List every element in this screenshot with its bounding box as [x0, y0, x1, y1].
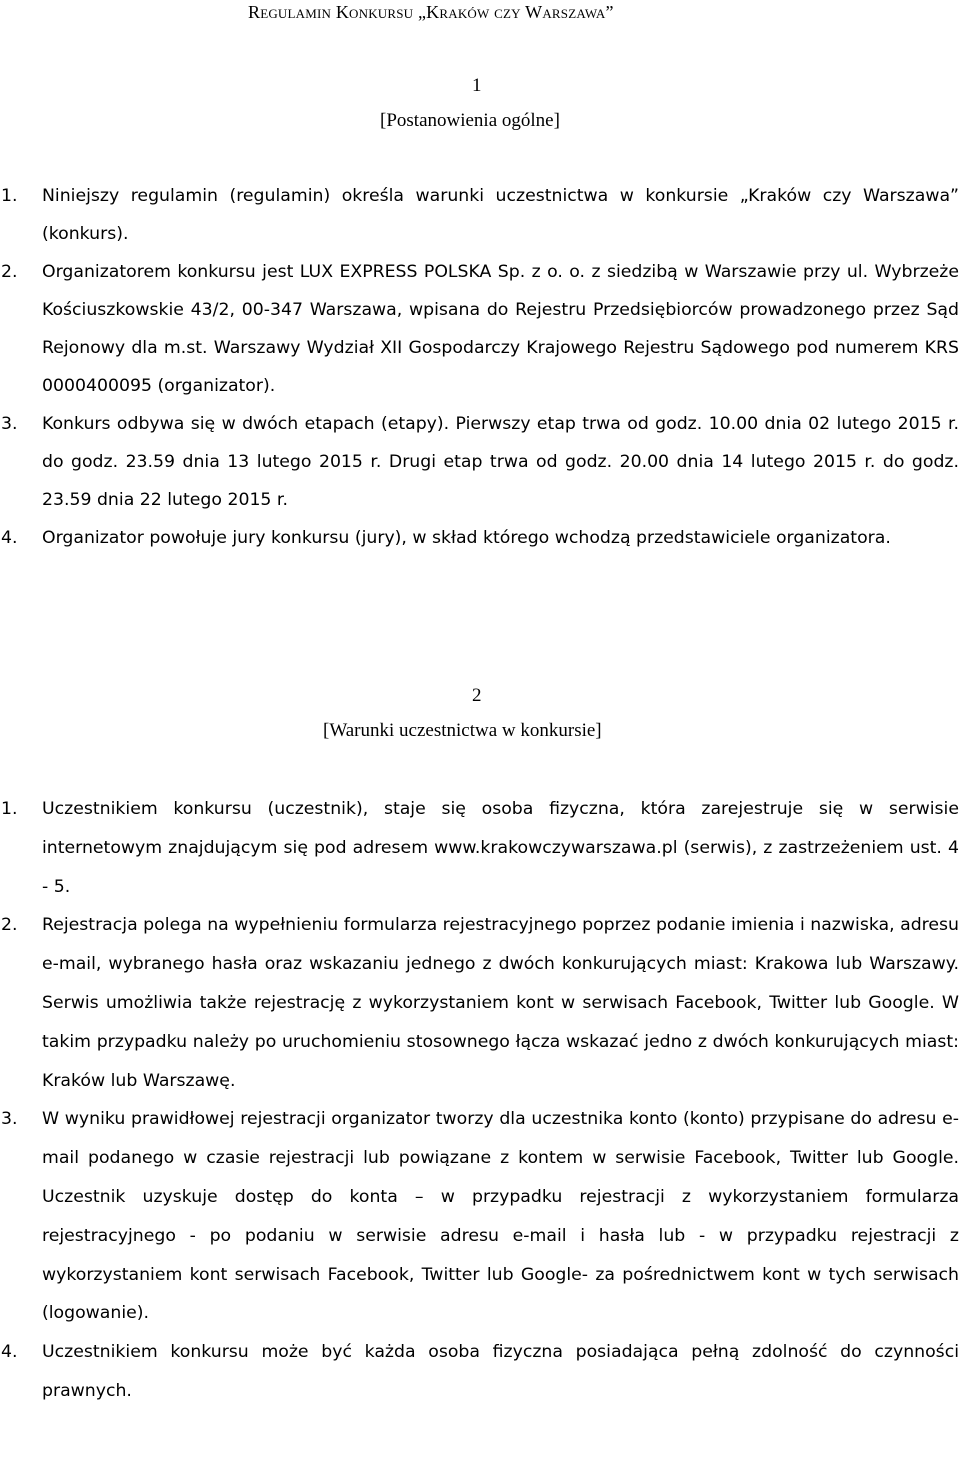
item-number: 3. — [1, 1109, 18, 1130]
list-item — [0, 790, 960, 906]
item-text: Uczestnikiem konkursu (uczestnik), staje się osoba fizyczna, która zarejestruje się w serwisie internetowym znajdującym się pod adresem www.krakowczywarszawa.pl (serwis), z zastrzeżeniem ust. 4 - 5. — [42, 799, 959, 897]
item-number: 4. — [1, 1342, 18, 1363]
list-item — [0, 519, 960, 557]
item-number: 1. — [1, 799, 18, 819]
item-text: Konkurs odbywa się w dwóch etapach (etapy). Pierwszy etap trwa od godz. 10.00 dnia 02 lutego 2015 r. do godz. 23.59 dnia 13 lutego 2015 r. Drugi etap trwa od godz. 20.00 dnia 14 lutego 2015 r. do godz. 23.59 dnia 22 lutego 2015 r. — [42, 414, 959, 510]
page-header — [0, 2, 960, 28]
list-item — [0, 177, 960, 253]
section-2-number: 2 — [472, 685, 482, 706]
list-item — [0, 405, 960, 519]
section-1-title: [Postanowienia ogólne] — [380, 110, 560, 131]
item-text: Niniejszy regulamin (regulamin) określa warunki uczestnictwa w konkursie „Kraków czy Warszawa” (konkurs). — [42, 186, 959, 244]
item-text: Organizator powołuje jury konkursu (jury), w skład którego wchodzą przedstawiciele organizatora. — [42, 528, 891, 548]
item-number: 3. — [1, 414, 18, 434]
item-number: 2. — [1, 915, 18, 936]
item-text: Rejestracja polega na wypełnieniu formularza rejestracyjnego poprzez podanie imienia i nazwiska, adresu e-mail, wybranego hasła oraz wskazaniu jednego z dwóch konkurujących miast: Krakowa lub Warszawy. Serwis umożliwia także rejestrację z wykorzystaniem kont w serwisach Facebook, Twitter lub Google. W takim przypadku należy po uruchomieniu stosownego łącza wskazać jedno z dwóch konkurujących miast: Kraków lub Warszawę. — [42, 915, 959, 1091]
list-item — [0, 906, 960, 1100]
section-1-number: 1 — [472, 75, 482, 96]
item-text: Organizatorem konkursu jest LUX EXPRESS POLSKA Sp. z o. o. z siedzibą w Warszawie przy ul. Wybrzeże Kościuszkowskie 43/2, 00-347 Warszawa, wpisana do Rejestru Przedsiębiorców prowadzonego przez Sąd Rejonowy dla m.st. Warszawy Wydział XII Gospodarczy Krajowego Rejestru Sądowego pod numerem KRS 0000400095 (organizator). — [42, 262, 959, 396]
document-title: Regulamin Konkursu „Kraków czy Warszawa” — [248, 2, 614, 22]
section-2-list — [0, 790, 960, 1411]
item-text: Uczestnikiem konkursu może być każda osoba fizyczna posiadająca pełną zdolność do czynności prawnych. — [42, 1342, 959, 1401]
item-number: 1. — [1, 186, 18, 206]
item-number: 2. — [1, 262, 18, 282]
item-number: 4. — [1, 528, 18, 548]
section-1-list — [0, 177, 960, 557]
section-2-title: [Warunki uczestnictwa w konkursie] — [323, 720, 602, 741]
list-item — [0, 1333, 960, 1411]
list-item — [0, 1100, 960, 1333]
item-text: W wyniku prawidłowej rejestracji organizator tworzy dla uczestnika konto (konto) przypisane do adresu e-mail podanego w czasie rejestracji lub powiązane z kontem w serwisie Facebook, Twitter lub Google. Uczestnik uzyskuje dostęp do konta – w przypadku rejestracji z wykorzystaniem formularza rejestracyjnego - po podaniu w serwisie adresu e-mail i hasła lub - w przypadku rejestracji z wykorzystaniem kont serwisach Facebook, Twitter lub Google- za pośrednictwem kont w tych serwisach (logowanie). — [42, 1109, 959, 1324]
list-item — [0, 253, 960, 405]
